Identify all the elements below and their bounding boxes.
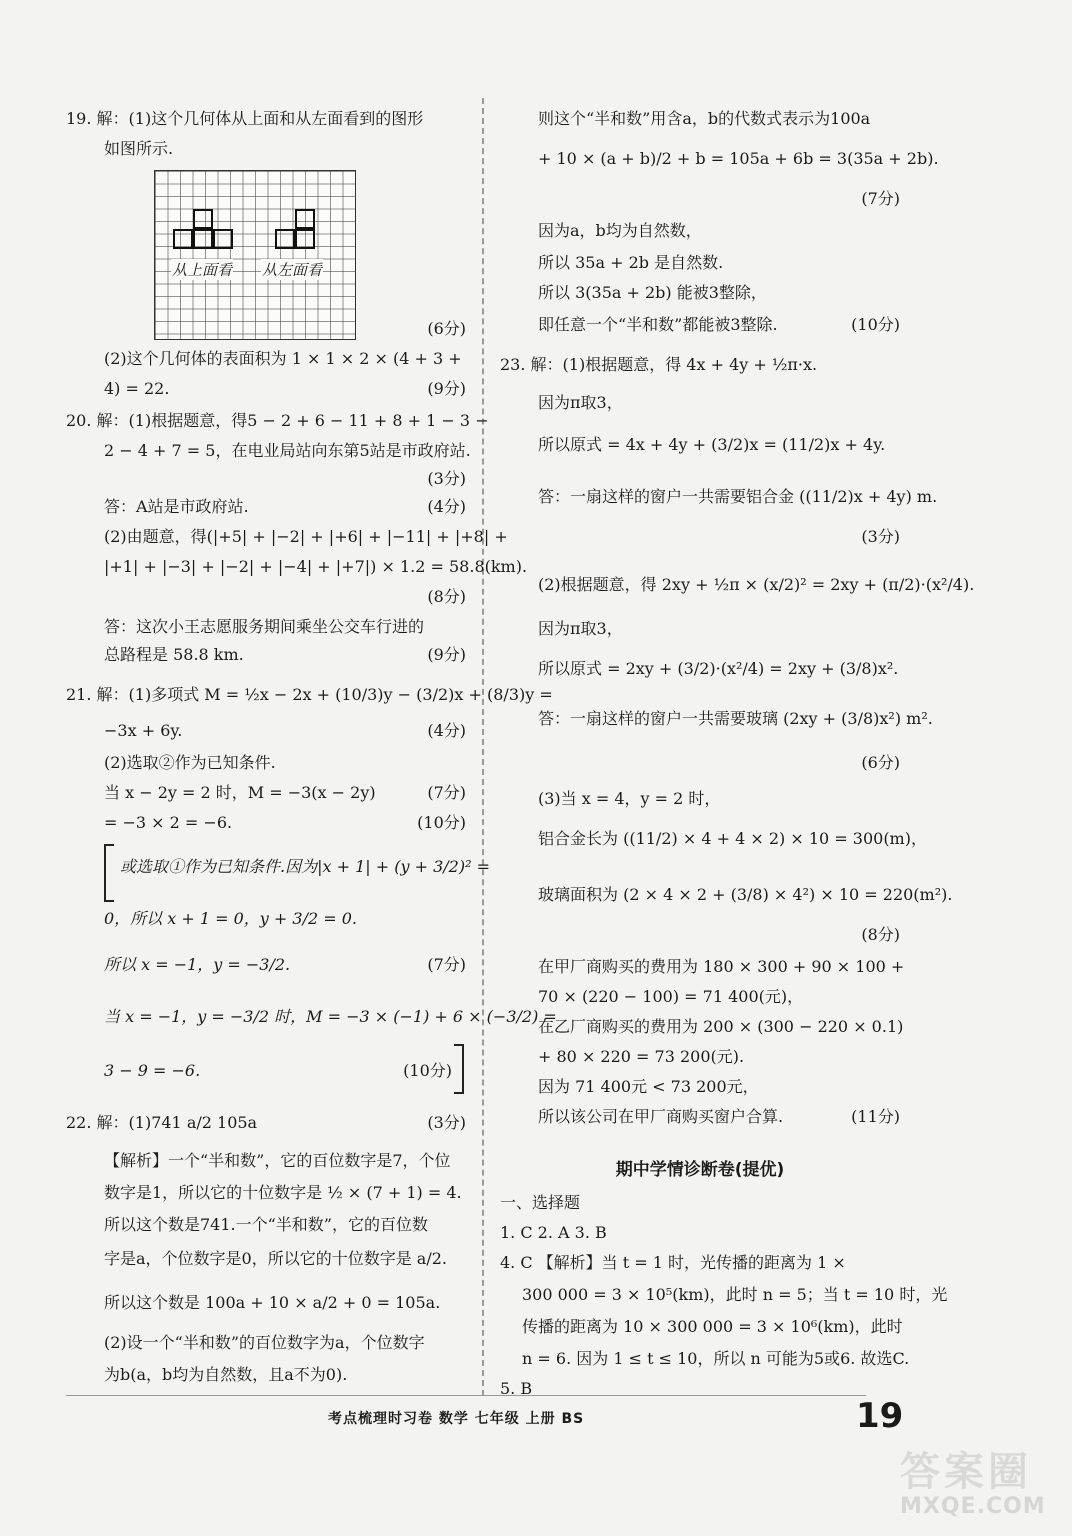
- q21-points-3: (10分): [417, 813, 466, 832]
- q20-points-3: (8分): [427, 587, 466, 606]
- footer-rule: [66, 1395, 866, 1396]
- q22-cont-line-4: 所以 35a + 2b 是自然数.: [538, 253, 724, 272]
- q21-points-4: (7分): [427, 955, 466, 974]
- handwritten-bracket-left: [104, 844, 114, 902]
- q23-line-9: (3)当 x = 4，y = 2 时，: [538, 789, 721, 808]
- q21-line-4: 当 x − 2y = 2 时，M = −3(x − 2y): [104, 783, 376, 802]
- q23-line-17: 所以该公司在甲厂商购买窗户合算.: [538, 1107, 784, 1126]
- q22-cont-line-3: 因为a，b均为自然数，: [538, 221, 702, 240]
- q21-line-2: −3x + 6y.: [104, 721, 183, 740]
- exam-section-title: 期中学情诊断卷(提优): [615, 1160, 785, 1180]
- q22-line-4: 所以这个数是741.一个“半和数”，它的百位数: [104, 1215, 428, 1234]
- exam-answer-5: 5. B: [500, 1379, 533, 1398]
- q20-points-1: (3分): [427, 469, 466, 488]
- exam-answer-4-line-4: n = 6. 因为 1 ≤ t ≤ 10，所以 n 可能为5或6. 故选C.: [522, 1349, 910, 1368]
- q23-line-13: 70 × (220 − 100) = 71 400(元)，: [538, 987, 804, 1006]
- left-view-square: [295, 229, 315, 249]
- left-view-label: 从左面看: [262, 261, 323, 279]
- exam-answer-4-line-1: 4. C 【解析】当 t = 1 时，光传播的距离为 1 ×: [500, 1253, 846, 1272]
- q21-line-6: 或选取①作为已知条件.因为|x + 1| + (y + 3/2)² =: [120, 857, 490, 876]
- q23-line-8: 答：一扇这样的窗户一共需要玻璃 (2xy + (3/8)x²) m².: [538, 709, 933, 728]
- q20-line-6: 答：这次小王志愿服务期间乘坐公交车行进的: [104, 617, 425, 636]
- q19-line-4: 4) = 22.: [104, 379, 170, 398]
- q20-line-4: (2)由题意，得(|+5| + |−2| + |+6| + |−11| + |+8| +: [104, 527, 508, 546]
- q21-line-9: 当 x = −1，y = −3/2 时，M = −3 × (−1) + 6 × (−3/2) =: [104, 1007, 557, 1026]
- left-view-square: [295, 209, 315, 229]
- q22-line-7: (2)设一个“半和数”的百位数字为a，个位数字: [104, 1333, 425, 1352]
- q21-line-3: (2)选取②作为已知条件.: [104, 753, 276, 772]
- q23-points-3: (8分): [861, 925, 900, 944]
- q22-line-1: 22. 解：(1)741 a/2 105a: [66, 1113, 258, 1132]
- q22-line-3: 数字是1，所以它的十位数字是 ½ × (7 + 1) = 4.: [104, 1183, 462, 1202]
- q23-points-2: (6分): [861, 753, 900, 772]
- q22-line-8: 为b(a，b均为自然数，且a不为0).: [104, 1365, 348, 1384]
- q20-line-1: 20. 解：(1)根据题意，得5 − 2 + 6 − 11 + 8 + 1 − 3 −: [66, 411, 489, 430]
- top-view-label: 从上面看: [172, 261, 233, 279]
- footer-book-info: 考点梳理时习卷 数学 七年级 上册 BS: [328, 1411, 585, 1427]
- q23-points-1: (3分): [861, 527, 900, 546]
- q20-points-4: (9分): [427, 645, 466, 664]
- exam-heading-choice: 一、选择题: [500, 1193, 581, 1212]
- column-divider: [482, 98, 484, 1396]
- view-grid-figure: [154, 170, 356, 340]
- q22-cont-line-5: 所以 3(35a + 2b) 能被3整除，: [538, 283, 767, 302]
- q21-points-1: (4分): [427, 721, 466, 740]
- exam-answer-4-line-2: 300 000 = 3 × 10⁵(km)，此时 n = 5；当 t = 10 时，光: [522, 1285, 948, 1304]
- q22-cont-line-2: + 10 × (a + b)/2 + b = 105a + 6b = 3(35a + 2b).: [538, 149, 939, 168]
- q20-line-2: 2 − 4 + 7 = 5，在电业局站向东第5站是市政府站.: [104, 441, 471, 460]
- handwritten-bracket-right: [454, 1044, 464, 1094]
- q19-points-1: (6分): [427, 319, 466, 338]
- q22-points-1: (3分): [427, 1113, 466, 1132]
- q23-line-14: 在乙厂商购买的费用为 200 × (300 − 220 × 0.1): [538, 1017, 904, 1036]
- q20-line-5: |+1| + |−3| + |−2| + |−4| + |+7|) × 1.2 = 58.8(km).: [104, 557, 528, 576]
- q23-line-2: 因为π取3，: [538, 393, 623, 412]
- q21-line-7: 0，所以 x + 1 = 0，y + 3/2 = 0.: [104, 909, 358, 928]
- q23-line-10: 铝合金长为 ((11/2) × 4 + 4 × 2) × 10 = 300(m)，: [538, 829, 927, 848]
- q21-line-1: 21. 解：(1)多项式 M = ½x − 2x + (10/3)y − (3/2)x + (8/3)y =: [66, 685, 553, 704]
- q23-line-15: + 80 × 220 = 73 200(元).: [538, 1047, 745, 1066]
- q21-points-2: (7分): [427, 783, 466, 802]
- q23-line-5: (2)根据题意，得 2xy + ½π × (x/2)² = 2xy + (π/2)·(x²/4).: [538, 575, 975, 594]
- q22-cont-points-2: (10分): [851, 315, 900, 334]
- q21-line-5: = −3 × 2 = −6.: [104, 813, 233, 832]
- q22-cont-line-6: 即任意一个“半和数”都能被3整除.: [538, 315, 778, 334]
- top-view-square: [173, 229, 193, 249]
- q23-points-4: (11分): [851, 1107, 900, 1126]
- q23-line-1: 23. 解：(1)根据题意，得 4x + 4y + ½π·x.: [500, 355, 818, 374]
- q19-line-3: (2)这个几何体的表面积为 1 × 1 × 2 × (4 + 3 +: [104, 349, 462, 368]
- exam-answers-1-3: 1. C 2. A 3. B: [500, 1223, 607, 1242]
- q23-line-11: 玻璃面积为 (2 × 4 × 2 + (3/8) × 4²) × 10 = 220(m²).: [538, 885, 953, 904]
- q23-line-7: 所以原式 = 2xy + (3/2)·(x²/4) = 2xy + (3/8)x².: [538, 659, 899, 678]
- page-number: 19: [856, 1396, 904, 1436]
- q21-points-5: (10分): [403, 1061, 452, 1080]
- q22-cont-points-1: (7分): [861, 189, 900, 208]
- q20-line-3: 答：A站是市政府站.: [104, 497, 249, 516]
- q22-line-5: 字是a，个位数字是0，所以它的十位数字是 a/2.: [104, 1249, 448, 1268]
- q21-line-10: 3 − 9 = −6.: [104, 1061, 201, 1080]
- watermark-logo: 答案圈: [900, 1449, 1032, 1495]
- q23-line-12: 在甲厂商购买的费用为 180 × 300 + 90 × 100 +: [538, 957, 905, 976]
- top-view-square: [213, 229, 233, 249]
- q23-line-4: 答：一扇这样的窗户一共需要铝合金 ((11/2)x + 4y) m.: [538, 487, 938, 506]
- q21-line-8: 所以 x = −1，y = −3/2.: [104, 955, 291, 974]
- q22-line-6: 所以这个数是 100a + 10 × a/2 + 0 = 105a.: [104, 1293, 441, 1312]
- q19-points-2: (9分): [427, 379, 466, 398]
- q20-points-2: (4分): [427, 497, 466, 516]
- q20-line-7: 总路程是 58.8 km.: [104, 645, 244, 664]
- top-view-square: [193, 209, 213, 229]
- watermark-url: MXQE.COM: [900, 1494, 1046, 1519]
- q19-line-1: 19. 解：(1)这个几何体从上面和从左面看到的图形: [66, 109, 424, 128]
- q22-cont-line-1: 则这个“半和数”用含a，b的代数式表示为100a: [538, 109, 871, 128]
- q23-line-16: 因为 71 400元 < 73 200元，: [538, 1077, 759, 1096]
- left-view-square: [275, 229, 295, 249]
- q22-line-2: 【解析】一个“半和数”，它的百位数字是7，个位: [104, 1151, 451, 1170]
- q19-line-2: 如图所示.: [104, 139, 174, 158]
- exam-answer-4-line-3: 传播的距离为 10 × 300 000 = 3 × 10⁶(km)，此时: [522, 1317, 903, 1336]
- top-view-square: [193, 229, 213, 249]
- q23-line-3: 所以原式 = 4x + 4y + (3/2)x = (11/2)x + 4y.: [538, 435, 886, 454]
- q23-line-6: 因为π取3，: [538, 619, 623, 638]
